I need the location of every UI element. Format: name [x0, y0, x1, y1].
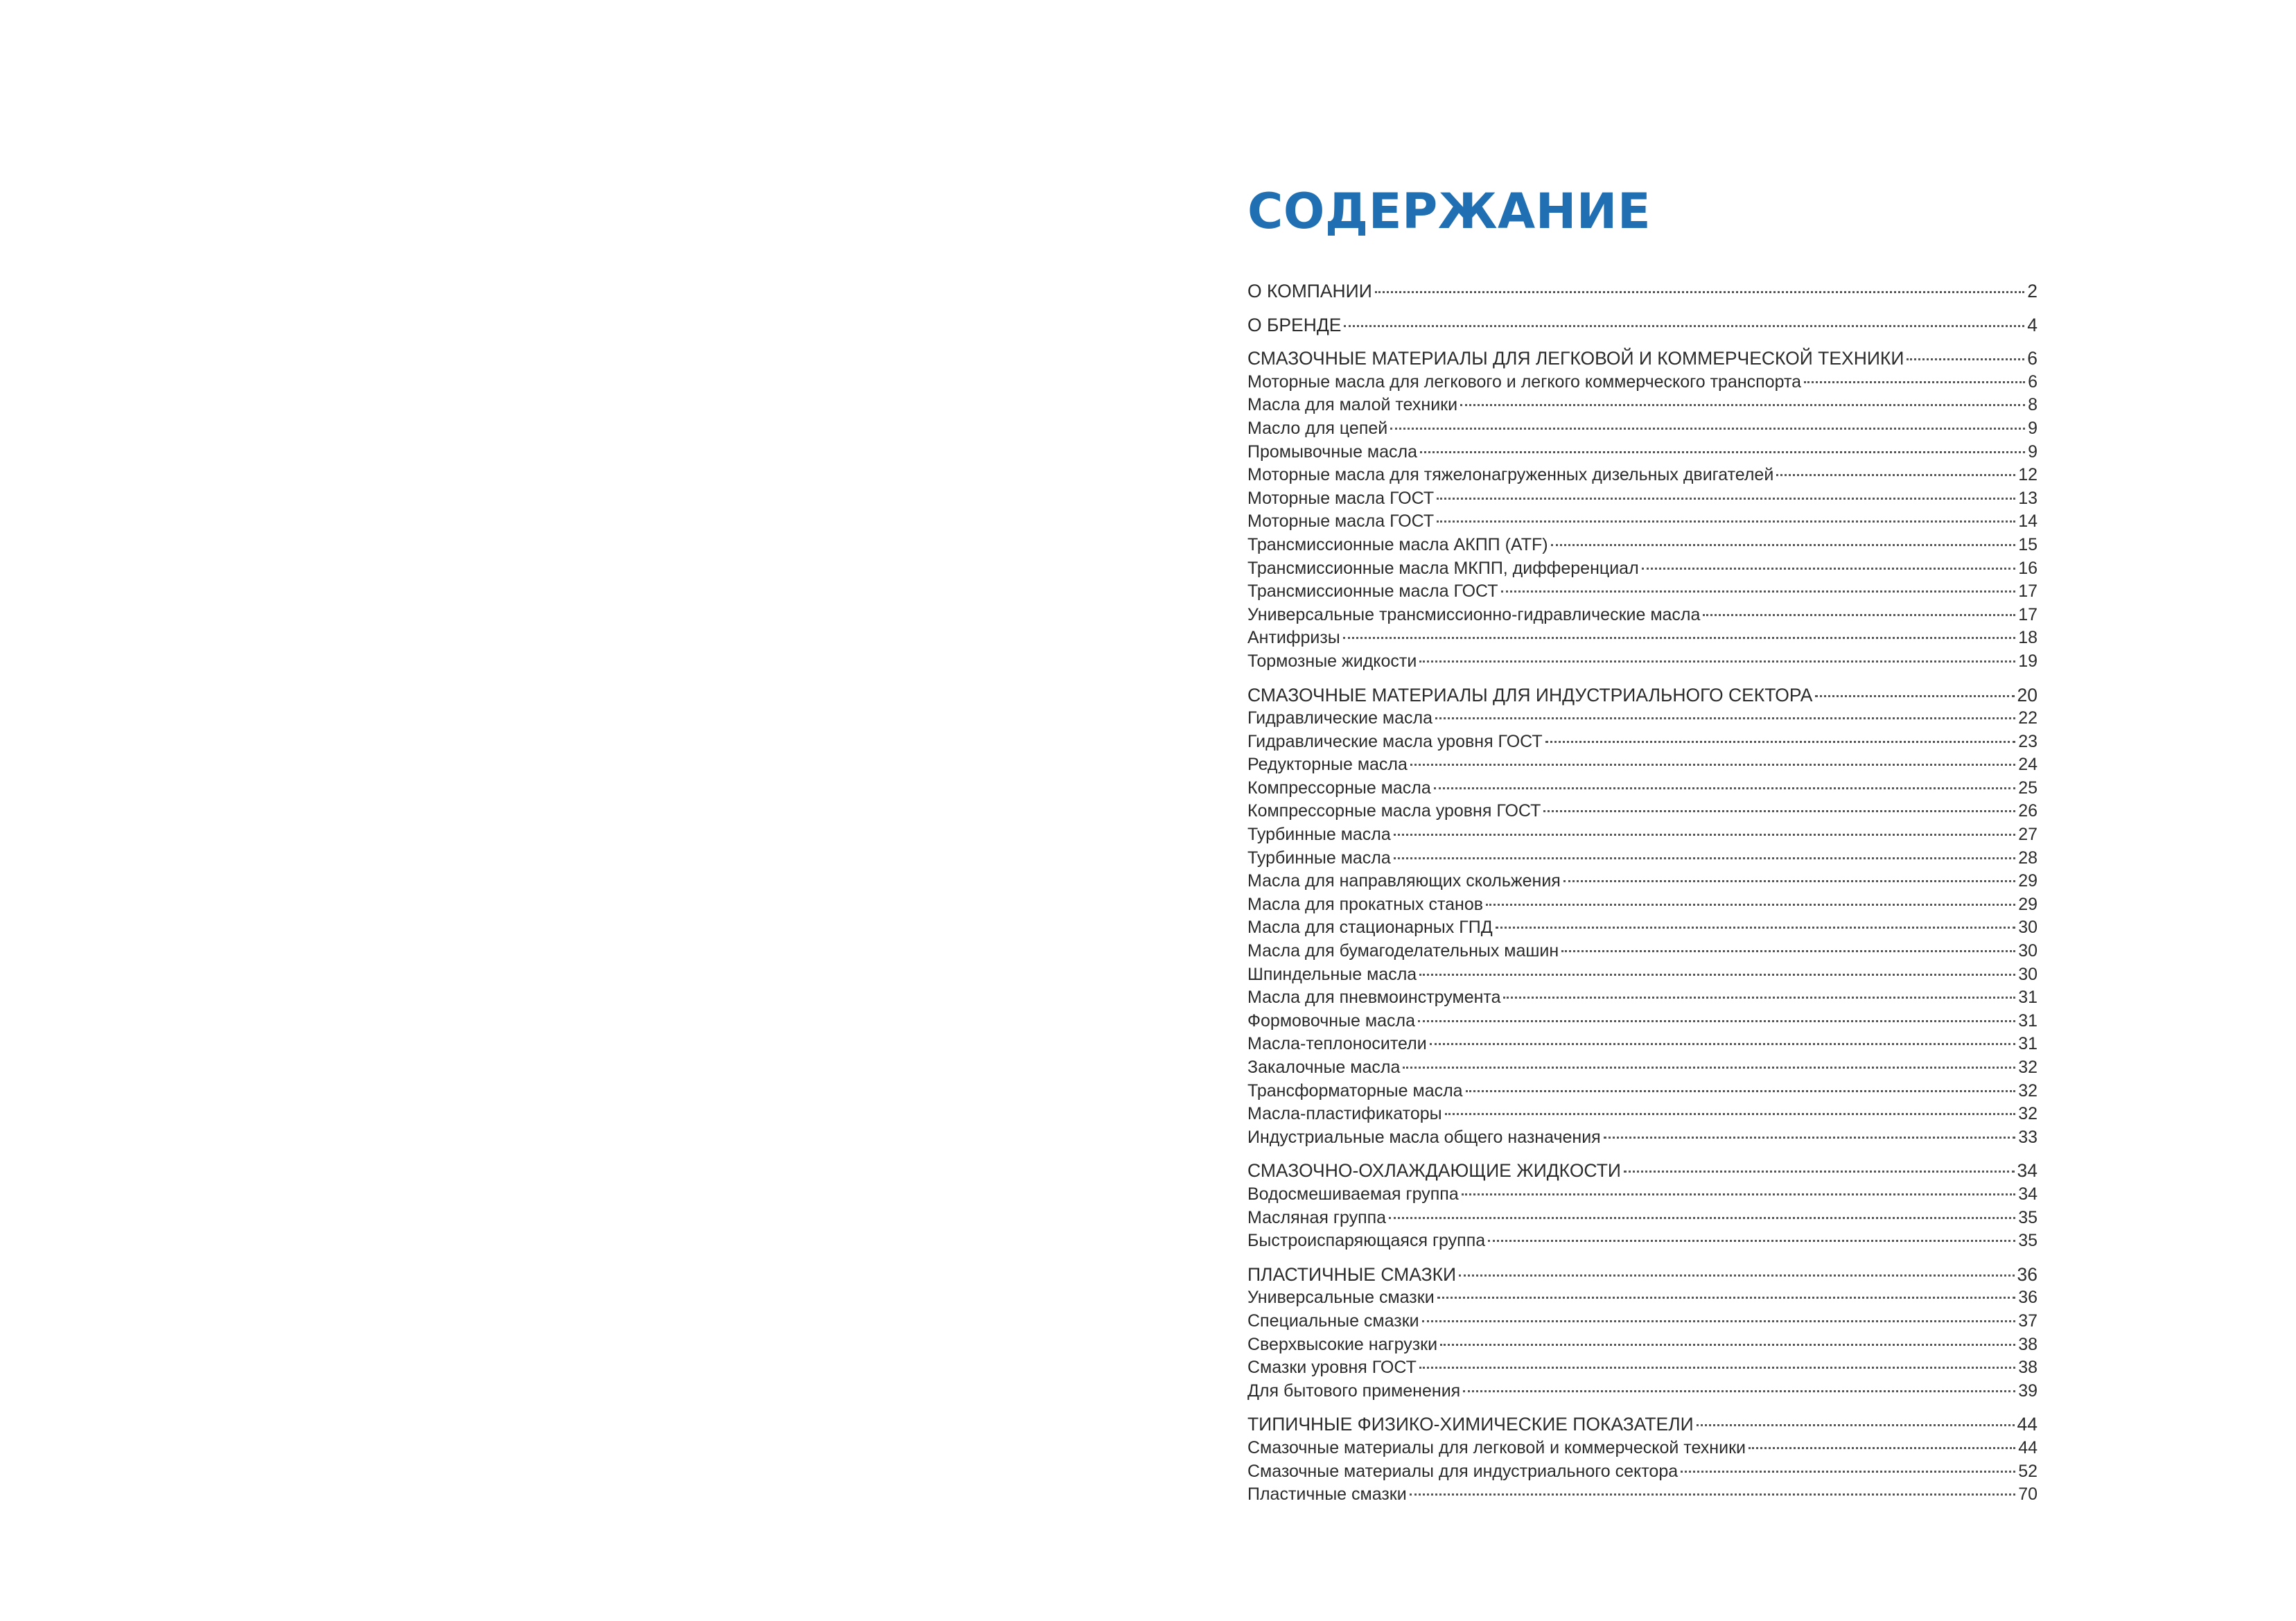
toc-section[interactable] — [1247, 1413, 2038, 1437]
toc-item[interactable] — [1247, 847, 2038, 870]
dot-leader — [1815, 695, 2014, 697]
toc-entry-label: Универсальные трансмиссионно-гидравлические масла — [1247, 604, 1701, 624]
dot-leader — [1624, 1171, 2015, 1173]
toc-page-number: 35 — [2018, 1207, 2038, 1227]
toc-page-number: 23 — [2018, 731, 2038, 751]
toc-item[interactable] — [1247, 777, 2038, 800]
dot-leader — [1445, 1113, 2016, 1115]
toc-item[interactable] — [1247, 1080, 2038, 1103]
toc-item[interactable] — [1247, 1310, 2038, 1333]
toc-page-number: 31 — [2018, 988, 2038, 1008]
dot-leader — [1501, 590, 2016, 593]
toc-page-number: 13 — [2018, 488, 2038, 508]
toc-page-number: 29 — [2018, 894, 2038, 914]
toc-page-number: 19 — [2018, 651, 2038, 671]
toc-item[interactable] — [1247, 870, 2038, 893]
toc-item[interactable] — [1247, 963, 2038, 987]
toc-page-number: 22 — [2018, 708, 2038, 728]
dot-leader — [1604, 1137, 2015, 1139]
dot-leader — [1681, 1471, 2015, 1473]
dot-leader — [1697, 1424, 2015, 1426]
toc-item[interactable] — [1247, 1333, 2038, 1357]
toc-page-number: 27 — [2018, 825, 2038, 845]
toc-page-number: 44 — [2018, 1437, 2038, 1457]
toc-page-number: 6 — [2027, 348, 2038, 369]
toc-page-number: 32 — [2018, 1104, 2038, 1124]
toc-item[interactable] — [1247, 730, 2038, 754]
toc-entry-label: Моторные масла ГОСТ — [1247, 488, 1435, 508]
toc-entry-label: Масло для цепей — [1247, 418, 1388, 438]
dot-leader — [1462, 1193, 2015, 1195]
dot-leader — [1460, 404, 2025, 406]
toc-page-number: 32 — [2018, 1058, 2038, 1077]
dot-leader — [1437, 498, 2015, 500]
toc-page-number: 28 — [2018, 848, 2038, 868]
toc-entry-label: Трансмиссионные масла МКПП, дифференциал — [1247, 558, 1639, 578]
toc-entry-label: Моторные масла для тяжелонагруженных дизельных двигателей — [1247, 465, 1774, 485]
toc-page-number: 34 — [2018, 1184, 2038, 1204]
dot-leader — [1545, 741, 2016, 743]
dot-leader — [1551, 544, 2016, 546]
toc-item[interactable] — [1247, 940, 2038, 963]
dot-leader — [1543, 810, 2015, 812]
toc-entry-label: Масла для прокатных станов — [1247, 894, 1484, 914]
dot-leader — [1410, 1493, 2015, 1496]
dot-leader — [1561, 950, 2015, 952]
toc-list — [1247, 280, 2038, 1507]
toc-page-number: 4 — [2027, 314, 2038, 335]
toc-page-number: 14 — [2018, 511, 2038, 532]
toc-entry-label: Смазки уровня ГОСТ — [1247, 1358, 1417, 1378]
toc-item[interactable] — [1247, 893, 2038, 917]
toc-entry-label: Масла для стационарных ГПД — [1247, 918, 1493, 938]
dot-leader — [1642, 568, 2016, 570]
dot-leader — [1466, 1090, 2016, 1092]
toc-page-number: 20 — [2017, 684, 2038, 706]
toc-entry-label: О БРЕНДЕ — [1247, 314, 1342, 335]
dot-leader — [1375, 291, 2024, 293]
toc-item[interactable] — [1247, 650, 2038, 674]
toc-page-number: 18 — [2018, 628, 2038, 648]
toc-page-number: 2 — [2027, 281, 2038, 301]
toc-item[interactable] — [1247, 441, 2038, 464]
toc-entry-label: Масла-теплоносители — [1247, 1034, 1427, 1054]
dot-leader — [1394, 834, 2015, 836]
toc-item[interactable] — [1247, 604, 2038, 627]
toc-page-number: 25 — [2018, 778, 2038, 798]
toc-section[interactable] — [1247, 314, 2038, 338]
toc-entry-label: Масла для малой техники — [1247, 395, 1458, 415]
toc-entry-label: Быстроиспаряющаяся группа — [1247, 1231, 1486, 1251]
toc-entry-label: Смазочные материалы для легковой и коммерческой техники — [1247, 1437, 1746, 1457]
toc-entry-label: Масляная группа — [1247, 1207, 1387, 1227]
dot-leader — [1907, 358, 2024, 360]
toc-item[interactable] — [1247, 1437, 2038, 1460]
toc-entry-label: Компрессорные масла уровня ГОСТ — [1247, 801, 1541, 821]
toc-page-number: 32 — [2018, 1080, 2038, 1101]
dot-leader — [1437, 1297, 2016, 1299]
toc-entry-label: Масла для пневмоинструмента — [1247, 988, 1501, 1008]
toc-item[interactable] — [1247, 1103, 2038, 1126]
toc-item[interactable] — [1247, 1356, 2038, 1380]
dot-leader — [1749, 1447, 2015, 1449]
toc-entry-label: Трансмиссионные масла АКПП (ATF) — [1247, 534, 1548, 554]
toc-page-number: 26 — [2018, 801, 2038, 821]
toc-entry-label: Сверхвысокие нагрузки — [1247, 1334, 1438, 1354]
toc-page-number: 70 — [2018, 1484, 2038, 1505]
toc-entry-label: Индустриальные масла общего назначения — [1247, 1127, 1601, 1147]
dot-leader — [1410, 764, 2015, 766]
toc-entry-label: Водосмешиваемая группа — [1247, 1184, 1459, 1204]
toc-item[interactable] — [1247, 1460, 2038, 1484]
toc-item[interactable] — [1247, 1183, 2038, 1207]
toc-item[interactable] — [1247, 1286, 2038, 1310]
dot-leader — [1435, 717, 2015, 719]
toc-entry-label: Промывочные масла — [1247, 441, 1418, 462]
toc-entry-label: СМАЗОЧНЫЕ МАТЕРИАЛЫ ДЛЯ ЛЕГКОВОЙ И КОММЕРЧЕСКОЙ ТЕХНИКИ — [1247, 348, 1904, 369]
toc-page-number: 34 — [2017, 1160, 2038, 1182]
dot-leader — [1703, 614, 2015, 616]
toc-section[interactable] — [1247, 280, 2038, 304]
toc-section[interactable] — [1247, 1159, 2038, 1183]
toc-page-number: 31 — [2018, 1034, 2038, 1054]
toc-page-number: 6 — [2028, 371, 2038, 392]
toc-page-number: 30 — [2018, 941, 2038, 961]
dot-leader — [1496, 927, 2016, 929]
toc-item[interactable] — [1247, 823, 2038, 847]
toc-entry-label: Формовочные масла — [1247, 1010, 1415, 1031]
toc-item[interactable] — [1247, 800, 2038, 823]
toc-entry-label: О КОМПАНИИ — [1247, 281, 1372, 301]
toc-item[interactable] — [1247, 557, 2038, 581]
toc-item[interactable] — [1247, 627, 2038, 650]
toc-entry-label: Моторные масла ГОСТ — [1247, 511, 1435, 532]
dot-leader — [1430, 1043, 2016, 1045]
toc-page-number: 52 — [2018, 1461, 2038, 1481]
dot-leader — [1390, 428, 2025, 430]
toc-item[interactable] — [1247, 510, 2038, 534]
toc-entry-label: Масла для направляющих скольжения — [1247, 871, 1561, 891]
toc-page-number: 33 — [2018, 1127, 2038, 1147]
toc-page-number: 17 — [2018, 604, 2038, 624]
dot-leader — [1418, 1020, 2015, 1022]
toc-item[interactable] — [1247, 916, 2038, 940]
toc-entry-label: СМАЗОЧНО-ОХЛАЖДАЮЩИЕ ЖИДКОСТИ — [1247, 1160, 1621, 1182]
toc-section[interactable] — [1247, 347, 2038, 371]
dot-leader — [1776, 474, 2015, 476]
toc-item[interactable] — [1247, 1483, 2038, 1507]
toc-item[interactable] — [1247, 1010, 2038, 1033]
page-title: СОДЕРЖАНИЕ — [1247, 183, 1651, 240]
toc-entry-label: Шпиндельные масла — [1247, 964, 1417, 984]
toc-item[interactable] — [1247, 417, 2038, 441]
dot-leader — [1403, 1067, 2015, 1069]
toc-item[interactable] — [1247, 1126, 2038, 1150]
dot-leader — [1389, 1217, 2015, 1219]
dot-leader — [1804, 381, 2025, 383]
toc-item[interactable] — [1247, 753, 2038, 777]
dot-leader — [1419, 660, 2015, 663]
dot-leader — [1419, 1367, 2015, 1369]
toc-page-number: 38 — [2018, 1358, 2038, 1378]
dot-leader — [1422, 1320, 2016, 1322]
toc-item[interactable] — [1247, 534, 2038, 557]
dot-leader — [1437, 520, 2015, 523]
toc-item[interactable] — [1247, 1033, 2038, 1056]
toc-page-number: 9 — [2028, 418, 2038, 438]
toc-page-number: 30 — [2018, 964, 2038, 984]
toc-item[interactable] — [1247, 464, 2038, 487]
toc-entry-label: Для бытового применения — [1247, 1381, 1461, 1401]
toc-page-number: 35 — [2018, 1231, 2038, 1251]
dot-leader — [1486, 904, 2015, 906]
toc-page-number: 31 — [2018, 1010, 2038, 1031]
toc-entry-label: Трансмиссионные масла ГОСТ — [1247, 581, 1498, 602]
dot-leader — [1434, 787, 2015, 789]
toc-item[interactable] — [1247, 986, 2038, 1010]
dot-leader — [1503, 997, 2015, 999]
toc-page-number: 29 — [2018, 871, 2038, 891]
toc-item[interactable] — [1247, 580, 2038, 604]
toc-item[interactable] — [1247, 1056, 2038, 1080]
dot-leader — [1344, 325, 2024, 327]
toc-entry-label: Смазочные материалы для индустриального сектора — [1247, 1461, 1679, 1481]
toc-entry-label: Пластичные смазки — [1247, 1484, 1407, 1505]
toc-entry-label: ТИПИЧНЫЕ ФИЗИКО-ХИМИЧЕСКИЕ ПОКАЗАТЕЛИ — [1247, 1414, 1694, 1435]
toc-item[interactable] — [1247, 1380, 2038, 1403]
toc-page-number: 16 — [2018, 558, 2038, 578]
toc-page-number: 9 — [2028, 441, 2038, 462]
toc-page-number: 15 — [2018, 534, 2038, 554]
toc-item[interactable] — [1247, 1229, 2038, 1253]
toc-entry-label: Редукторные масла — [1247, 755, 1408, 775]
dot-leader — [1459, 1274, 2014, 1277]
toc-entry-label: Масла-пластификаторы — [1247, 1104, 1442, 1124]
toc-item[interactable] — [1247, 394, 2038, 417]
toc-page-number: 36 — [2018, 1288, 2038, 1308]
toc-page-number: 24 — [2018, 755, 2038, 775]
dot-leader — [1343, 637, 2015, 639]
toc-entry-label: Трансформаторные масла — [1247, 1080, 1463, 1101]
toc-page-number: 12 — [2018, 465, 2038, 485]
table-of-contents — [1247, 177, 2038, 1507]
dot-leader — [1419, 974, 2015, 976]
toc-page-number: 30 — [2018, 918, 2038, 938]
toc-item[interactable] — [1247, 487, 2038, 511]
toc-item[interactable] — [1247, 1207, 2038, 1230]
toc-entry-label: Тормозные жидкости — [1247, 651, 1417, 671]
toc-page-number: 39 — [2018, 1381, 2038, 1401]
toc-page-number: 37 — [2018, 1311, 2038, 1331]
toc-item[interactable] — [1247, 707, 2038, 730]
toc-entry-label: Гидравлические масла уровня ГОСТ — [1247, 731, 1543, 751]
toc-page-number: 38 — [2018, 1334, 2038, 1354]
toc-entry-label: Гидравлические масла — [1247, 708, 1433, 728]
toc-entry-label: Турбинные масла — [1247, 825, 1391, 845]
dot-leader — [1420, 451, 2025, 453]
toc-entry-label: Компрессорные масла — [1247, 778, 1431, 798]
toc-entry-label: Универсальные смазки — [1247, 1288, 1435, 1308]
toc-page-number: 17 — [2018, 581, 2038, 602]
toc-entry-label: СМАЗОЧНЫЕ МАТЕРИАЛЫ ДЛЯ ИНДУСТРИАЛЬНОГО СЕКТОРА — [1247, 684, 1813, 706]
dot-leader — [1488, 1240, 2015, 1242]
toc-entry-label: Турбинные масла — [1247, 848, 1391, 868]
toc-entry-label: Масла для бумагоделательных машин — [1247, 941, 1559, 961]
toc-section[interactable] — [1247, 684, 2038, 708]
toc-entry-label: Закалочные масла — [1247, 1058, 1401, 1077]
toc-entry-label: Моторные масла для легкового и легкого коммерческого транспорта — [1247, 371, 1802, 392]
toc-page-number: 36 — [2017, 1263, 2038, 1285]
toc-section[interactable] — [1247, 1263, 2038, 1287]
toc-entry-label: ПЛАСТИЧНЫЕ СМАЗКИ — [1247, 1263, 1457, 1285]
dot-leader — [1463, 1390, 2015, 1392]
toc-item[interactable] — [1247, 371, 2038, 394]
dot-leader — [1440, 1344, 2015, 1346]
dot-leader — [1394, 857, 2015, 859]
toc-entry-label: Специальные смазки — [1247, 1311, 1419, 1331]
toc-page-number: 44 — [2017, 1414, 2038, 1435]
toc-page-number: 8 — [2028, 395, 2038, 415]
dot-leader — [1563, 880, 2015, 882]
toc-entry-label: Антифризы — [1247, 628, 1340, 648]
